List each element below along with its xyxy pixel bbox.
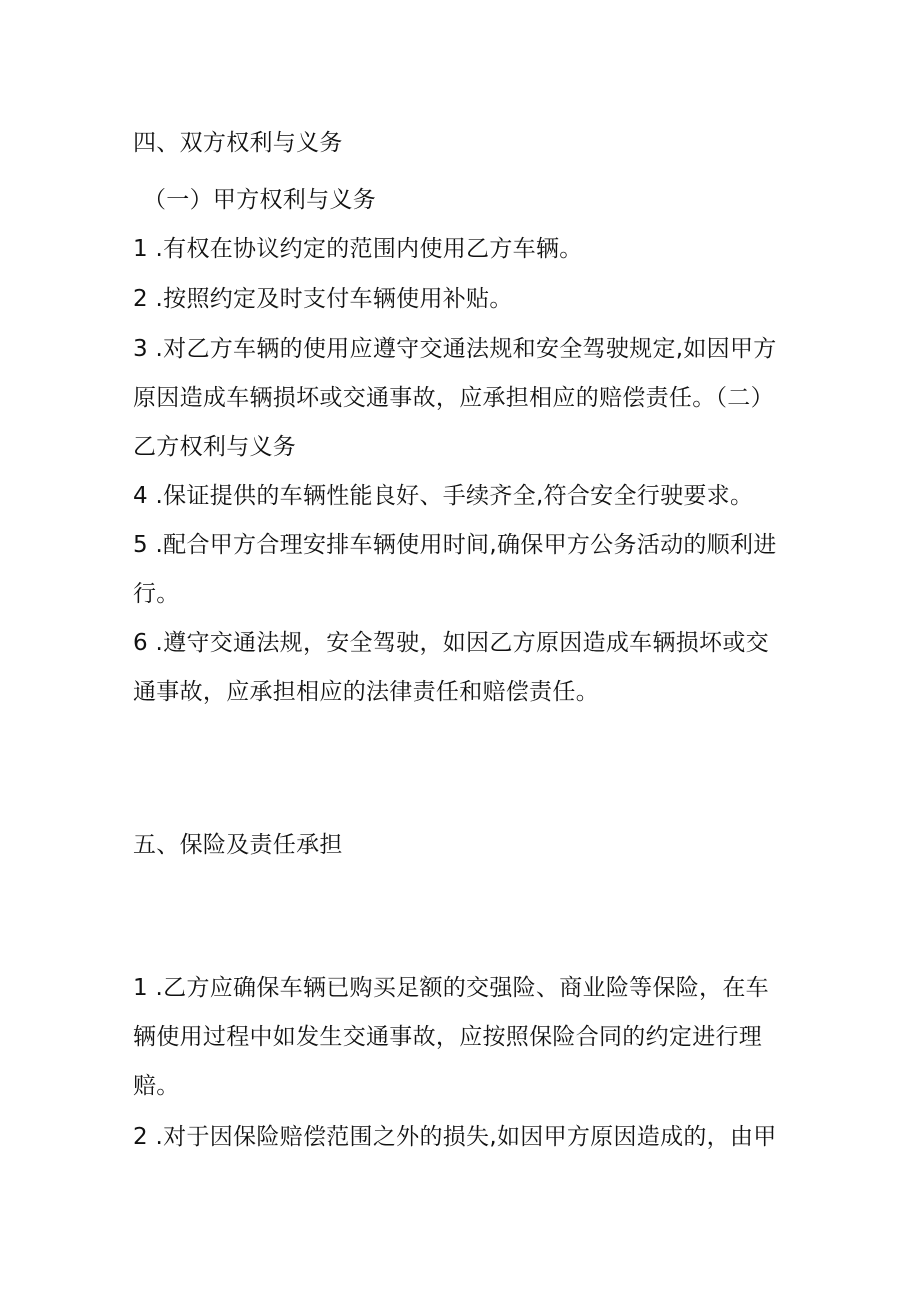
section-5-item-1-line-1: 1 .乙方应确保车辆已购买足额的交强险、商业险等保险，在车 (133, 975, 769, 1001)
section-4-item-3-line-3: 乙方权利与义务 (133, 434, 297, 460)
section-4-item-5-line-1: 5 .配合甲方合理安排车辆使用时间,确保甲方公务活动的顺利进 (133, 532, 777, 558)
section-4-item-1: 1 .有权在协议约定的范围内使用乙方车辆。 (133, 236, 583, 262)
section-5-item-2-line-1: 2 .对于因保险赔偿范围之外的损失,如因甲方原因造成的，由甲 (133, 1124, 777, 1150)
section-4-subheading-party-a: （一）甲方权利与义务 (143, 187, 376, 213)
section-4-item-6-line-2: 通事故，应承担相应的法律责任和赔偿责任。 (133, 679, 599, 705)
section-4-item-3-line-2: 原因造成车辆损坏或交通事故，应承担相应的赔偿责任。（二） (133, 385, 774, 411)
section-5-item-1-line-3: 赔。 (133, 1073, 180, 1099)
section-4-heading: 四、双方权利与义务 (133, 130, 343, 156)
section-4-item-3-line-1: 3 .对乙方车辆的使用应遵守交通法规和安全驾驶规定,如因甲方 (133, 336, 777, 362)
section-5-heading: 五、保险及责任承担 (133, 832, 343, 858)
section-4-item-5-line-2: 行。 (133, 581, 180, 607)
section-4-item-6-line-1: 6 .遵守交通法规，安全驾驶，如因乙方原因造成车辆损坏或交 (133, 630, 769, 656)
section-4-item-4: 4 .保证提供的车辆性能良好、手续齐全,符合安全行驶要求。 (133, 483, 754, 509)
section-5-item-1-line-2: 辆使用过程中如发生交通事故，应按照保险合同的约定进行理 (133, 1024, 763, 1050)
section-4-item-2: 2 .按照约定及时支付车辆使用补贴。 (133, 286, 513, 312)
